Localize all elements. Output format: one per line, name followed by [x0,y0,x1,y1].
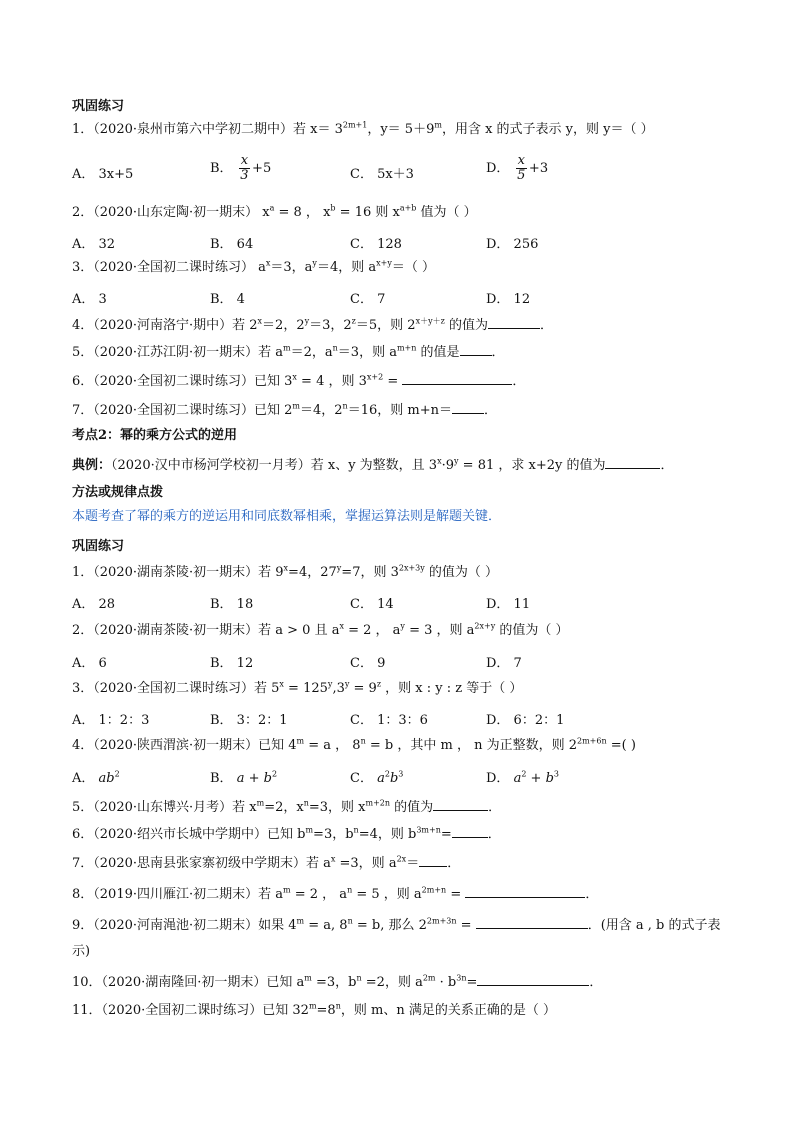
option-b[interactable]: B． 64 [210,237,254,252]
option-b[interactable]: B． 4 [210,292,245,307]
question-5: 5．（2020·江苏江阴·初一期末）若 $a^m=2$，$a^n=3$，则 $a^{m+n}$ 的值是 ． [72,343,505,360]
answer-blank[interactable] [477,973,589,986]
question-2-9-continued: 示) [72,944,91,959]
option-a[interactable]: A． 3 [72,292,107,307]
question-2-6: 6．（2020·绍兴市长城中学期中）已知 $b^m=3$，$b^n=4$，则 $b^{3m+n}=$ ． [72,825,501,842]
option-d[interactable]: D． 6：2：1 [486,713,565,728]
option-d[interactable]: D． 12 [486,292,531,307]
option-d[interactable]: D． 11 [486,597,531,612]
answer-blank[interactable] [419,854,447,867]
question-2-2: 2．（2020·湖南茶陵·初一期末）若 a > 0 且 $a^x = 2$ ， $a^y = 3$ ，则 $a^{2x+y}$ 的值为（ ） [72,621,569,638]
question-7: 7．（2020·全国初二课时练习）已知 $2^m=4$，$2^n=16$，则 m+n＝ ． [72,401,497,418]
option-c[interactable]: C． 9 [350,656,386,671]
option-c[interactable]: C． 128 [350,237,402,252]
option-a[interactable]: A． 3x+5 [72,167,134,182]
question-2-5: 5．（2020·山东博兴·月考）若 $x^m=2$，$x^n=3$，则 $x^{m+2n}$ 的值为 ． [72,798,502,815]
option-a[interactable]: A． 1：2：3 [72,713,150,728]
option-d[interactable]: D． 256 [486,237,539,252]
question-6: 6．（2020·全国初二课时练习）已知 $3^x = 4$ ，则 $3^{x+2}$ = ． [72,372,526,389]
option-c[interactable]: C． 14 [350,597,394,612]
answer-blank[interactable] [402,372,512,385]
question-2: 2．（2020·山东定陶·初一期末） $x^a = 8$ ， $x^b = 16$ 则 $x^{a+b}$ 值为（ ） [72,203,477,220]
section-heading-consolidate-2: 巩固练习 [72,539,125,554]
option-c[interactable]: C． 1：3：6 [350,713,428,728]
method-heading: 方法或规律点拨 [72,485,164,500]
question-2-7: 7．（2020·思南县张家寨初级中学期末）若 $a^x =3$，则 $a^{2x}=$ ． [72,854,461,871]
question-1: 1．（2020·泉州市第六中学初二期中）若 $x= 3^{2m+1}$，$y= 5+9^m$，用含 x 的式子表示 y，则 y＝（ ） [72,120,654,137]
option-a[interactable]: A． $ab^2$ [72,769,120,786]
question-2-3: 3．（2020·全国初二课时练习）若 $5^x = 125^y,3^y = 9^z$ ，则 x : y : z 等于（ ） [72,679,523,696]
question-2-9: 9．（2020·河南渑池·初二期末）如果 $4^m = a$, $8^n = b$, 那么 $2^{2m+3n}$ = ．(用含 a , b 的式子表 [72,916,721,933]
option-c[interactable]: C． 7 [350,292,386,307]
option-b[interactable]: B． 3：2：1 [210,713,288,728]
answer-blank[interactable] [476,916,588,929]
option-b[interactable]: B． 12 [210,656,254,671]
option-b[interactable]: B． 18 [210,597,254,612]
section-heading-consolidate: 巩固练习 [72,99,125,114]
question-3: 3．（2020·全国初二课时练习） $a^x=3$，$a^y=4$，则 $a^{x+y}=$（ ） [72,258,435,275]
method-text: 本题考查了幂的乘方的逆运用和同底数幂相乘，掌握运算法则是解题关键． [72,509,502,524]
option-a[interactable]: A． 28 [72,597,116,612]
question-4: 4．（2020·河南洛宁·期中）若 $2^x=2$，$2^y=3$，$2^z=5$，则 $2^{x+y+z}$ 的值为 ． [72,316,553,333]
topic-2-heading: 考点2：幂的乘方公式的逆用 [72,428,238,443]
option-d[interactable]: D． $a^2 + b^3$ [486,769,559,786]
question-2-8: 8．（2019·四川雁江·初二期末）若 $a^m = 2$ ， $a^n = 5$ ，则 $a^{2m+n}$ = ． [72,885,599,902]
question-2-1: 1．（2020·湖南茶陵·初一期末）若 $9^x=4$，$27^y=7$，则 $3^{2x+3y}$ 的值为（ ） [72,563,499,580]
answer-blank[interactable] [465,885,585,898]
option-a[interactable]: A． 32 [72,237,116,252]
question-2-10: 10．（2020·湖南隆回·初一期末）已知 $a^m =3$，$b^n =2$，则 $a^{2m} \cdot b^{3n}=$ ． [72,973,603,990]
question-2-11: 11．（2020·全国初二课时练习）已知 $32^m=8^n$，则 m、n 满足的关系正确的是（ ） [72,1001,556,1018]
example-problem: 典例：（2020·汉中市杨河学校初一月考）若 x、y 为整数，且 $3^x\cdot 9^y = 81$ ，求 x+2y 的值为 ． [72,456,674,473]
option-d[interactable]: D． $\frac{x}{5}$ +3 [486,153,549,183]
answer-blank[interactable] [452,401,484,414]
answer-blank[interactable] [452,825,488,838]
answer-blank[interactable] [460,343,492,356]
answer-blank[interactable] [605,456,660,469]
option-b[interactable]: B． $a + b^2$ [210,769,278,786]
answer-blank[interactable] [488,316,540,329]
option-c[interactable]: C． $a^2b^3$ [350,769,404,786]
option-d[interactable]: D． 7 [486,656,522,671]
question-2-4: 4．（2020·陕西渭滨·初一期末）已知 $4^m = a$ ， $8^n = b$ ，其中 m ， n 为正整数，则 $2^{2m+6n}$ =( ) [72,736,636,753]
option-a[interactable]: A． 6 [72,656,107,671]
answer-blank[interactable] [433,798,488,811]
option-b[interactable]: B． $\frac{x}{3}$ +5 [210,153,272,183]
option-c[interactable]: C． 5x＋3 [350,167,414,182]
